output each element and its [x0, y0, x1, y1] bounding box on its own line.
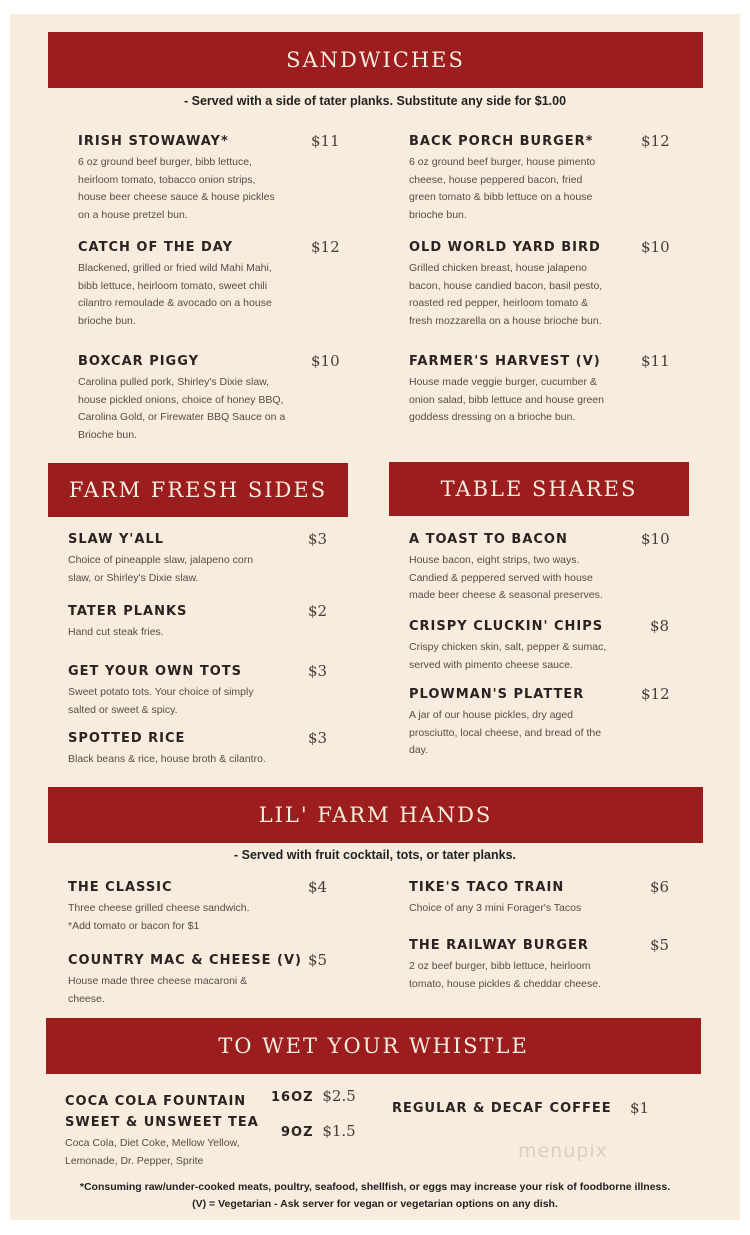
item-price: $5 [650, 936, 670, 954]
menu-item [68, 731, 298, 769]
menu-item [78, 134, 298, 224]
menu-item [68, 953, 302, 1008]
item-desc: House made three cheese macaroni & cheese. [68, 975, 248, 1005]
item-price: $2 [308, 602, 328, 620]
menu-item [409, 938, 634, 993]
item-name: REGULAR & DECAF COFFEE [392, 1101, 612, 1116]
watermark: menupix [518, 1140, 608, 1162]
item-desc: 6 oz ground beef burger, bibb lettuce, heirloom tomato, tobacco onion strips, house beer cheese sauce & house pickles on a house pretzel bun. [78, 156, 275, 221]
item-desc: Choice of any 3 mini Forager's Tacos [409, 902, 582, 914]
sandwiches-note: - Served with a side of tater planks. Substitute any side for $1.00 [183, 94, 567, 108]
section-header-table-shares [389, 462, 689, 516]
size-price: $2.5 [322, 1087, 356, 1105]
item-desc: Coca Cola, Diet Coke, Mellow Yellow, Lemonade, Dr. Pepper, Sprite [65, 1137, 240, 1167]
item-price: $10 [311, 352, 340, 370]
menu-item [68, 880, 298, 935]
size-label: 16OZ [271, 1090, 314, 1105]
item-price: $6 [650, 878, 670, 896]
item-name: BACK PORCH BURGER* [409, 134, 594, 149]
item-name: TIKE'S TACO TRAIN [409, 880, 565, 895]
item-name: OLD WORLD YARD BIRD [409, 240, 601, 255]
item-price: $12 [641, 685, 670, 703]
section-title: FARM FRESH SIDES [68, 478, 328, 502]
drink-size-price [281, 1122, 356, 1140]
item-desc: Blackened, grilled or fried wild Mahi Mahi, bibb lettuce, heirloom tomato, sweet chili cilantro remoulade & avocado on a house brioche bun. [78, 262, 272, 327]
kids-note: - Served with fruit cocktail, tots, or tater planks. [233, 848, 516, 862]
item-name: THE RAILWAY BURGER [409, 938, 589, 953]
menu-item [409, 880, 634, 918]
item-price: $8 [650, 617, 670, 635]
item-desc: House made veggie burger, cucumber & onion salad, bibb lettuce and house green goddess dressing on a brioche bun. [409, 376, 604, 423]
section-header-sides [48, 463, 348, 517]
item-name: CRISPY CLUCKIN' CHIPS [409, 619, 604, 634]
item-desc: 6 oz ground beef burger, house pimento cheese, house peppered bacon, fried green tomato & bibb lettuce on a house brioche bun. [409, 156, 596, 221]
item-name: SPOTTED RICE [68, 731, 186, 746]
item-desc: Crispy chicken skin, salt, pepper & sumac, served with pimento cheese sauce. [409, 641, 607, 671]
fountain-drinks [65, 1094, 265, 1170]
menu-item [409, 619, 634, 674]
item-price: $12 [641, 132, 670, 150]
section-header-kids [48, 787, 703, 843]
item-price: $5 [308, 951, 328, 969]
item-price: $11 [311, 132, 340, 150]
item-name: BOXCAR PIGGY [78, 354, 200, 369]
item-name: COUNTRY MAC & CHEESE (V) [68, 953, 302, 968]
menu-item [409, 134, 629, 224]
item-name: PLOWMAN'S PLATTER [409, 687, 585, 702]
menu-item [409, 687, 634, 760]
item-price: $10 [641, 530, 670, 548]
item-price: $12 [311, 238, 340, 256]
item-name: CATCH OF THE DAY [78, 240, 234, 255]
size-label: 9OZ [281, 1125, 314, 1140]
menu-item [409, 240, 629, 330]
item-name: SWEET & UNSWEET TEA [65, 1115, 259, 1130]
item-desc: Hand cut steak fries. [68, 626, 164, 638]
item-name: FARMER'S HARVEST (V) [409, 354, 601, 369]
item-desc: Choice of pineapple slaw, jalapeno corn slaw, or Shirley's Dixie slaw. [68, 554, 254, 584]
size-price: $1.5 [322, 1122, 356, 1140]
item-desc: Black beans & rice, house broth & cilantro. [68, 753, 266, 765]
disclaimer: *Consuming raw/under-cooked meats, poultry, seafood, shellfish, or eggs may increase your risk of foodborne illness. [79, 1181, 671, 1193]
menu-item [409, 532, 634, 605]
section-header-sandwiches [48, 32, 703, 88]
section-title: TABLE SHARES [440, 477, 638, 501]
item-desc: 2 oz beef burger, bibb lettuce, heirloom tomato, house pickles & cheddar cheese. [409, 960, 602, 990]
section-title: LIL' FARM HANDS [258, 803, 493, 827]
item-price: $3 [308, 662, 328, 680]
item-name: TATER PLANKS [68, 604, 188, 619]
vegetarian-note: (V) = Vegetarian - Ask server for vegan or vegetarian options on any dish. [192, 1198, 558, 1210]
menu-item [78, 240, 298, 330]
item-name: SLAW Y'ALL [68, 532, 165, 547]
item-desc: Carolina pulled pork, Shirley's Dixie slaw, house pickled onions, choice of honey BBQ, Carolina Gold, or Firewater BBQ Sauce on a Brioche bun. [78, 376, 286, 441]
menu-item [78, 354, 298, 444]
section-header-drinks [46, 1018, 701, 1074]
menu-item [68, 532, 298, 587]
menu-item [68, 604, 298, 642]
item-price: $1 [630, 1099, 650, 1117]
item-name: IRISH STOWAWAY* [78, 134, 229, 149]
item-desc: A jar of our house pickles, dry aged prosciutto, local cheese, and bread of the day. [409, 709, 602, 756]
item-desc: Sweet potato tots. Your choice of simply salted or sweet & spicy. [68, 686, 254, 716]
item-desc: House bacon, eight strips, two ways. Candied & peppered served with house made beer cheese & seasonal preserves. [409, 554, 603, 601]
item-price: $3 [308, 729, 328, 747]
item-name: COCA COLA FOUNTAIN [65, 1094, 247, 1109]
coffee-item [392, 1101, 612, 1116]
item-name: THE CLASSIC [68, 880, 173, 895]
item-desc: Three cheese grilled cheese sandwich. *Add tomato or bacon for $1 [68, 902, 250, 932]
drink-size-price [271, 1087, 356, 1105]
menu-item [409, 354, 629, 427]
item-price: $11 [641, 352, 670, 370]
section-title: SANDWICHES [286, 48, 465, 72]
item-name: GET YOUR OWN TOTS [68, 664, 242, 679]
item-desc: Grilled chicken breast, house jalapeno bacon, house candied bacon, basil pesto, roasted red pepper, heirloom tomato & fresh mozzarella on a house brioche bun. [409, 262, 603, 327]
menu-item [68, 664, 298, 719]
item-price: $10 [641, 238, 670, 256]
item-name: A TOAST TO BACON [409, 532, 568, 547]
item-price: $4 [308, 878, 328, 896]
item-price: $3 [308, 530, 328, 548]
section-title: TO WET YOUR WHISTLE [218, 1034, 529, 1058]
